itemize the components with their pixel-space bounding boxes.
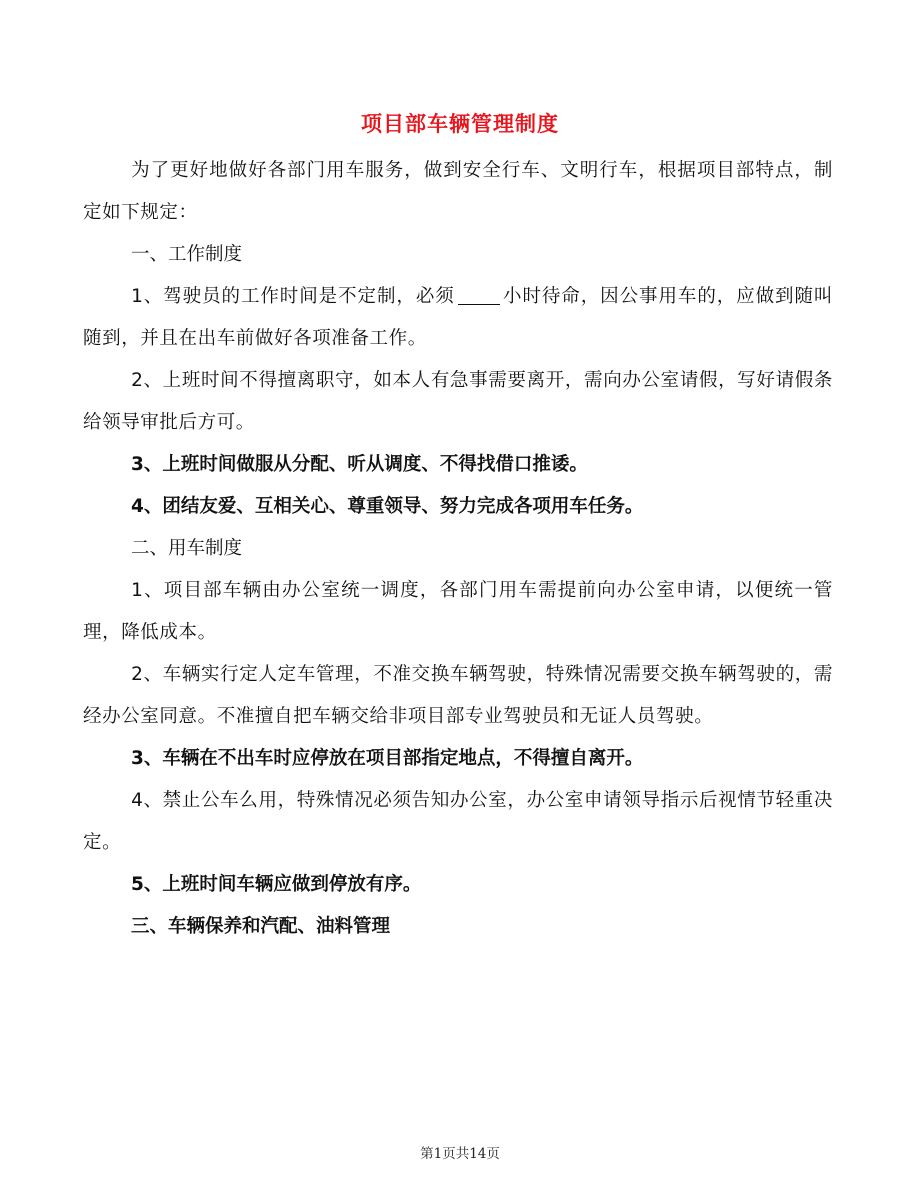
section-heading-work-rules: 一、工作制度 — [131, 244, 243, 265]
work-rule-4: 4、团结友爱、互相关心、尊重领导、努力完成各项用车任务。 — [131, 496, 644, 517]
document-title: 项目部车辆管理制度 — [361, 112, 559, 136]
work-rule-2: 2、上班时间不得擅离职守，如本人有急事需要离开，需向办公室请假，写好请假条给领导审批后方可。 — [83, 370, 833, 433]
page-number: 第1页共14页 — [420, 1146, 500, 1162]
work-rule-3: 3、上班时间做服从分配、听从调度、不得找借口推诿。 — [131, 454, 588, 475]
work-rule-1 — [83, 276, 833, 360]
section-heading-maintenance: 三、车辆保养和汽配、油料管理 — [131, 916, 391, 937]
fill-in-blank — [458, 284, 500, 305]
section-heading-vehicle-use: 二、用车制度 — [131, 538, 243, 559]
vehicle-rule-4: 4、禁止公车么用，特殊情况必须告知办公室，办公室申请领导指示后视情节轻重决定。 — [83, 790, 833, 853]
work-rule-1-text-before: 1、驾驶员的工作时间是不定制，必须 — [131, 286, 455, 307]
work-rule-1-text-after: 小时待命，因公事用车的，应做到随叫随到，并且在出车前做好各项准备工作。 — [83, 286, 833, 349]
vehicle-rule-2: 2、车辆实行定人定车管理，不准交换车辆驾驶，特殊情况需要交换车辆驾驶的，需经办公室同意。不准擅自把车辆交给非项目部专业驾驶员和无证人员驾驶。 — [83, 664, 833, 727]
vehicle-rule-1: 1、项目部车辆由办公室统一调度，各部门用车需提前向办公室申请，以便统一管理，降低成本。 — [83, 580, 833, 643]
intro-paragraph: 为了更好地做好各部门用车服务，做到安全行车、文明行车，根据项目部特点，制定如下规定： — [83, 160, 833, 223]
vehicle-rule-5: 5、上班时间车辆应做到停放有序。 — [131, 874, 422, 895]
document-body — [83, 150, 833, 948]
vehicle-rule-3: 3、车辆在不出车时应停放在项目部指定地点，不得擅自离开。 — [131, 748, 644, 769]
